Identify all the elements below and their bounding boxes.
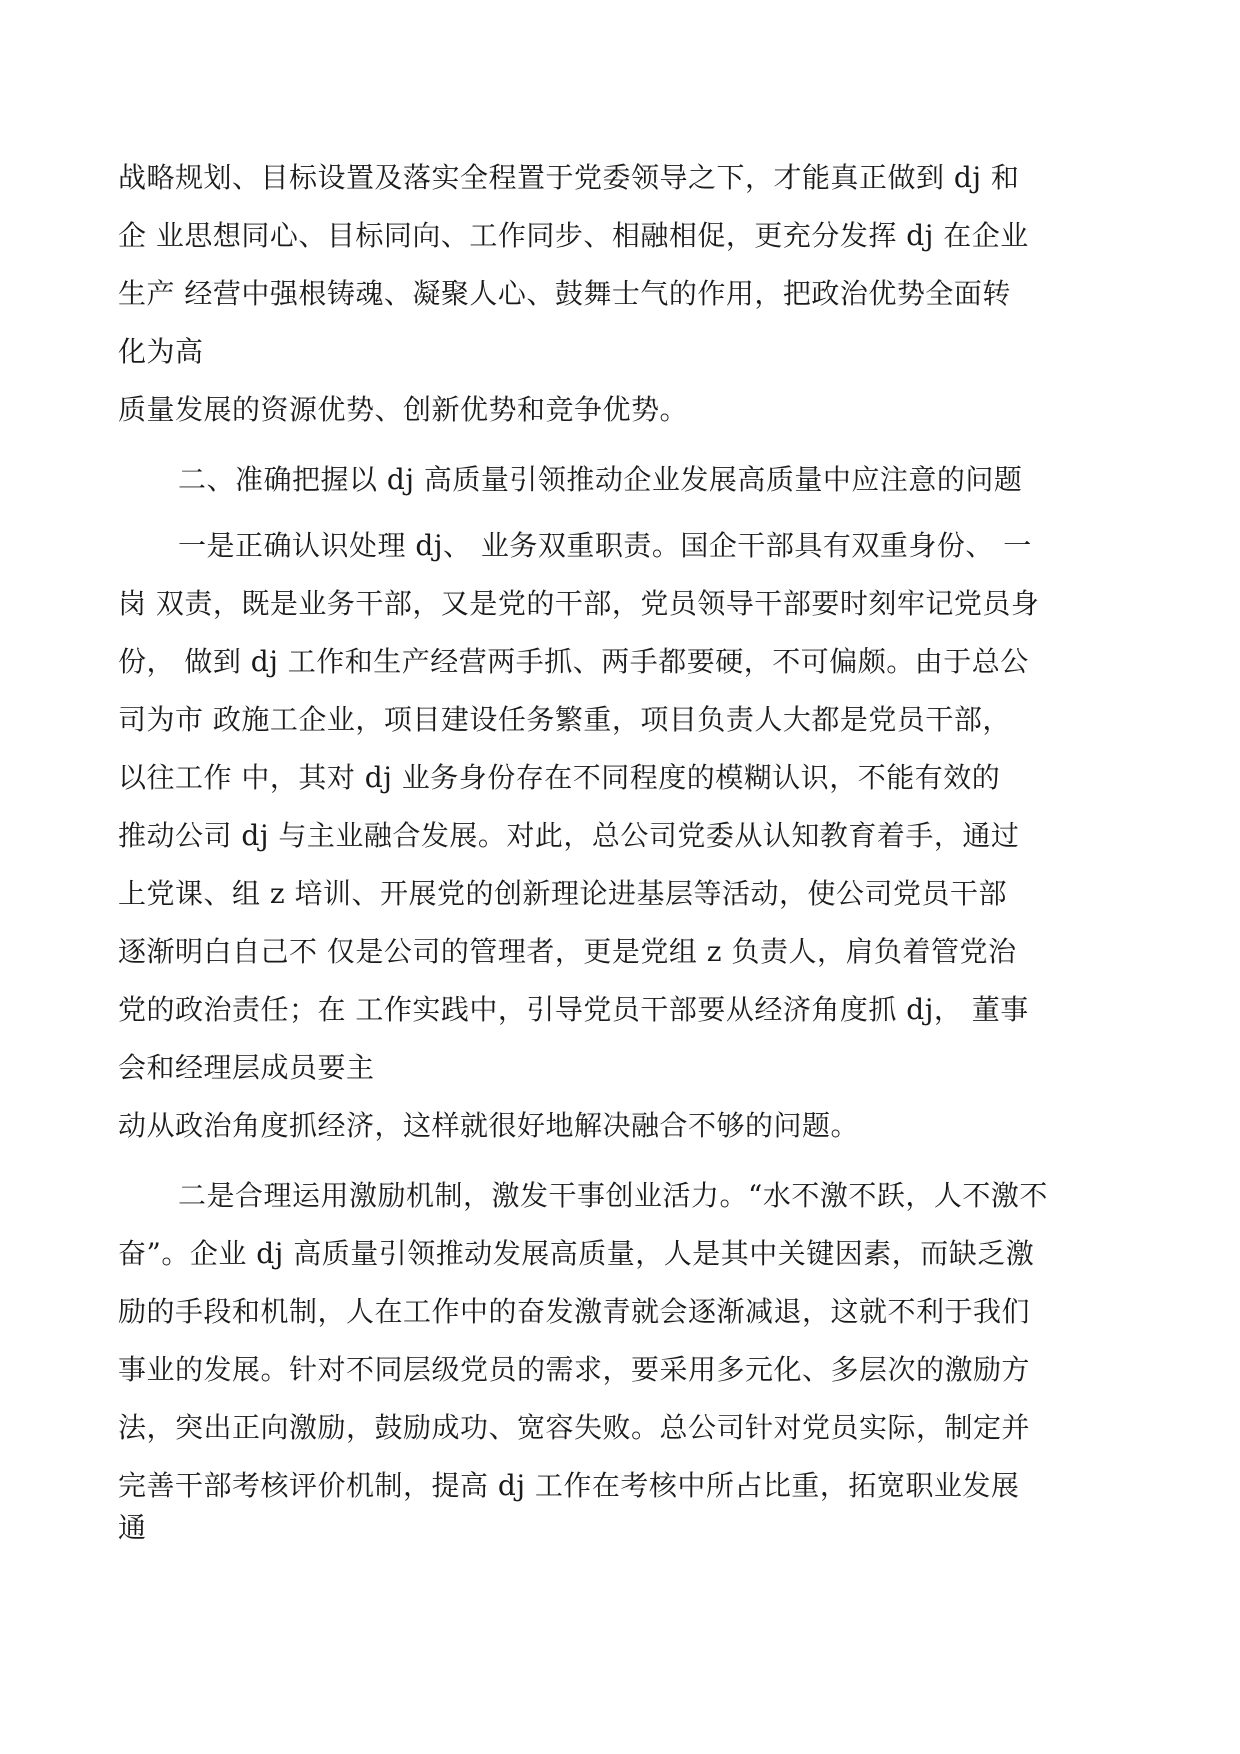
text-line: 份， 做到 dj 工作和生产经营两手抓、两手都要硬，不可偏颇。由于总公 [118,645,1029,678]
paragraph-first-line: 二是合理运用激励机制，激发干事创业活力。“水不激不跃，人不激不 [178,1179,1048,1212]
text-line: 事业的发展。针对不同层级党员的需求，要采用多元化、多层次的激励方 [118,1353,1031,1386]
text-line: 励的手段和机制，人在工作中的奋发激青就会逐渐减退，这就不利于我们 [118,1295,1031,1328]
text-line: 岗 双责，既是业务干部，又是党的干部，党员领导干部要时刻牢记党员身 [118,587,1040,620]
paragraph-first-line: 一是正确认识处理 dj、 业务双重职责。国企干部具有双重身份、 一 [178,529,1032,562]
text-line: 司为市 政施工企业，项目建设任务繁重，项目负责人大都是党员干部， [118,703,1011,736]
text-line: 逐渐明白自己不 仅是公司的管理者，更是党组 z 负责人，肩负着管党治 [118,935,1017,968]
text-line: 党的政治责任；在 工作实践中，引导党员干部要从经济角度抓 dj， 董事 [118,993,1029,1026]
text-line: 上党课、组 z 培训、开展党的创新理论进基层等活动，使公司党员干部 [118,877,1008,910]
text-line: 推动公司 dj 与主业融合发展。对此，总公司党委从认知教育着手，通过 [118,819,1020,852]
text-line: 会和经理层成员要主 [118,1051,375,1084]
text-line: 通 [118,1511,147,1544]
text-line: 生产 经营中强根铸魂、凝聚人心、鼓舞士气的作用，把政治优势全面转 [118,277,1011,310]
text-line: 化为高 [118,335,204,368]
text-line: 质量发展的资源优势、创新优势和竞争优势。 [118,393,689,426]
section-heading: 二、准确把握以 dj 高质量引领推动企业发展高质量中应注意的问题 [178,463,1023,496]
text-line: 完善干部考核评价机制，提高 dj 工作在考核中所占比重，拓宽职业发展 [118,1469,1020,1502]
text-line: 以往工作 中，其对 dj 业务身份存在不同程度的模糊认识，不能有效的 [118,761,1001,794]
text-line: 动从政治角度抓经济，这样就很好地解决融合不够的问题。 [118,1109,860,1142]
text-line: 企 业思想同心、目标同向、工作同步、相融相促，更充分发挥 dj 在企业 [118,219,1029,252]
text-line: 法，突出正向激励，鼓励成功、宽容失败。总公司针对党员实际，制定并 [118,1411,1031,1444]
text-line: 奋”。企业 dj 高质量引领推动发展高质量，人是其中关键因素，而缺乏激 [118,1237,1035,1270]
text-line: 战略规划、目标设置及落实全程置于党委领导之下，才能真正做到 dj 和 [118,161,1020,194]
